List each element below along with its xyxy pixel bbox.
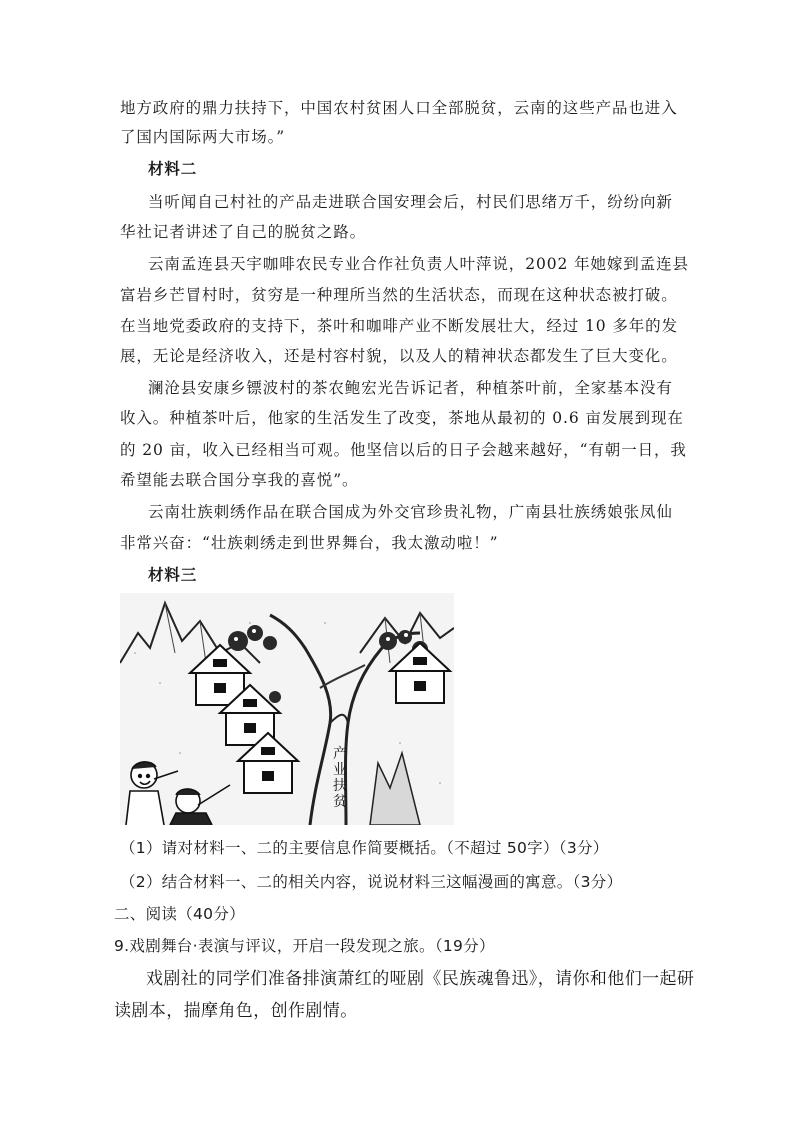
text-line: 富岩乡芒冒村时，贫穷是一种理所当然的生活状态，而现在这种状态被打破。 [120,286,678,304]
section-heading: 二、阅读（40分） [114,905,245,923]
text-line: 云南壮族刺绣作品在联合国成为外交官珍贵礼物，广南县壮族绣娘张凤仙 [148,503,673,521]
caption-char: 业 [333,762,347,778]
paragraph-line: 戏剧社的同学们准备排演萧红的哑剧《民族魂鲁迅》，请你和他们一起研 [146,969,695,989]
text-line: 展，无论是经济收入，还是村容村貌，以及人的精神状态都发生了巨大变化。 [120,347,678,365]
paragraph-line: 读剧本，揣摩角色，创作剧情。 [114,1001,358,1021]
question-2: （2）结合材料一、二的相关内容，说说材料三这幅漫画的寓意。（3分） [120,873,623,891]
caption-char: 贫 [333,794,347,810]
material-heading: 材料三 [148,565,198,584]
cartoon-caption [332,746,348,810]
caption-char: 产 [333,746,347,762]
text-line: 了国内国际两大市场。” [120,128,286,146]
text-line: 收入。种植茶叶后，他家的生活发生了改变，茶地从最初的 0.6 亩发展到现在 [120,409,684,427]
text-line: 希望能去联合国分享我的喜悦”。 [120,471,359,489]
caption-char: 扶 [333,778,347,794]
text-line: 华社记者讲述了自己的脱贫之路。 [120,223,367,241]
text-line: 地方政府的鼎力扶持下，中国农村贫困人口全部脱贫，云南的这些产品也进入 [120,99,678,117]
text-line: 的 20 亩，收入已经相当可观。他坚信以后的日子会越来越好，“有朝一日，我 [120,441,687,459]
material-heading: 材料二 [148,159,198,178]
text-line: 在当地党委政府的支持下，茶叶和咖啡产业不断发展壮大，经过 10 多年的发 [120,317,678,335]
text-line: 云南孟连县天宇咖啡农民专业合作社负责人叶萍说，2002 年她嫁到孟连县 [148,255,689,273]
question-1: （1）请对材料一、二的主要信息作简要概括。（不超过 50字）（3分） [120,839,609,857]
item-9-heading: 9.戏剧舞台·表演与评议，开启一段发现之旅。（19分） [114,937,495,955]
text-line: 非常兴奋：“壮族刺绣走到世界舞台，我太激动啦！” [120,534,499,552]
text-line: 澜沧县安康乡镖波村的茶农鲍宏光告诉记者，种植茶叶前，全家基本没有 [148,379,673,397]
text-line: 当听闻自己村社的产品走进联合国安理会后，村民们思绪万千，纷纷向新 [148,193,673,211]
cartoon-illustration [120,593,454,825]
